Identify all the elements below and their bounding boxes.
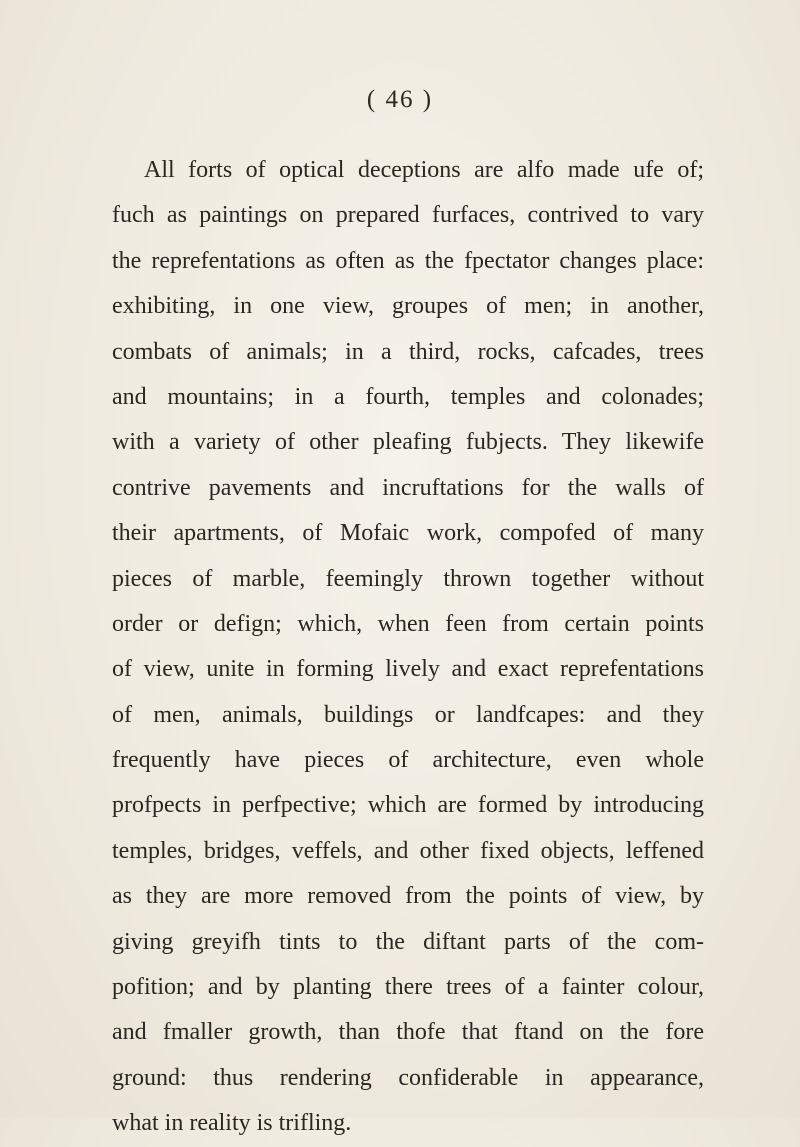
page-number: ( 46 ) <box>366 86 434 113</box>
text-line: of view, unite in forming lively and exact reprefentations <box>112 656 704 683</box>
text-line: giving greyifh tints to the diftant parts of the com- <box>112 928 704 955</box>
text-line: and fmaller growth, than thofe that ftand on the fore <box>112 1019 704 1046</box>
text-line: order or defign; which, when feen from certain points <box>112 610 704 637</box>
text-line: with a variety of other pleafing fubjects. They likewife <box>112 429 704 456</box>
text-line: as they are more removed from the points of view, by <box>112 883 704 910</box>
text-line: temples, bridges, veffels, and other fixed objects, leffened <box>112 837 704 864</box>
text-line: their apartments, of Mofaic work, compofed of many <box>112 520 704 547</box>
text-line: fuch as paintings on prepared furfaces, contrived to vary <box>112 202 704 229</box>
text-line: the reprefentations as often as the fpectator changes place: <box>112 247 704 274</box>
body-paragraph <box>112 148 704 1147</box>
text-line: profpects in perfpective; which are formed by introducing <box>112 792 704 819</box>
text-line: exhibiting, in one view, groupes of men; in another, <box>112 293 704 320</box>
text-line: All forts of optical deceptions are alfo made ufe of; <box>144 157 704 183</box>
text-line: what in reality is trifling. <box>112 1110 352 1137</box>
text-line: pieces of marble, feemingly thrown together without <box>112 565 704 592</box>
text-line: ground: thus rendering confiderable in appearance, <box>112 1064 704 1091</box>
text-line: of men, animals, buildings or landfcapes: and they <box>112 701 704 728</box>
text-line: and mountains; in a fourth, temples and colonades; <box>112 383 704 410</box>
text-line: contrive pavements and incruftations for the walls of <box>112 474 704 501</box>
text-line: combats of animals; in a third, rocks, cafcades, trees <box>112 338 704 365</box>
text-line: pofition; and by planting there trees of a fainter colour, <box>112 974 704 1001</box>
text-line: frequently have pieces of architecture, even whole <box>112 747 704 774</box>
